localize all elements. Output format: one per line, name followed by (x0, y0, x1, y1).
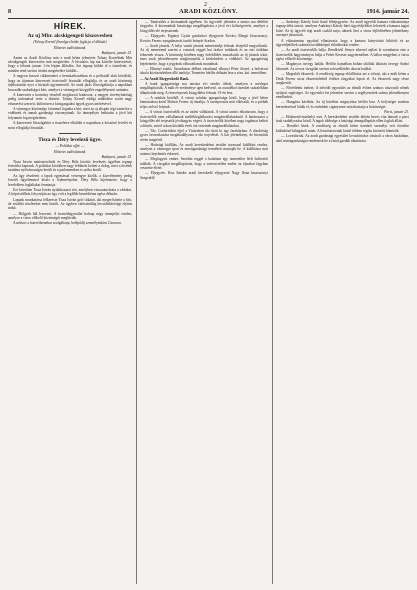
article-paragraph: A kinevezett főszolgabíró a tiszteletre elküldte a napokban a köszönő levelét és most elfoglalja hivatalát. (8, 121, 132, 130)
article-note: Előzetes tudósításunk. (53, 149, 87, 154)
newspaper-title: ARADI KÖZLÖNY. (179, 8, 238, 15)
column-3 (276, 20, 409, 584)
article-paragraph: A nagyon hosszú cikkmenetet a bemutatkozásban és a próbaidő alatt közöltük, hogy az újonnan kinevezett tisztviselő hivatalát elfoglalja, és az aradi közönség tájékoztatást nyer a hivatali ügymenetről. Az aradi járás főszolgabírója a napokban hosszabb szabadságot kért, amelyet a vármegyei közgyűlés engedélyezett számára. (8, 74, 132, 92)
article-paragraph: — Rendőri hírek. A rendőrség az elmúlt héten tizenkét személyt vett őrizetbe különböző kihágások miatt. A letartóztatottak közül többen régóta körözött bűnözők. (276, 124, 409, 133)
article-paragraph: Amint az Aradi Közlöny már e mult héten jelentette Tolnay Kornélnak Már alcsikgengeti kinevezése már megtörtént. A hivatalos lap ma közölte kinevezését, hogy a február januar 1-én lépjen állásába. Azt tegnap küldte el a tíszteletet, és minden rend szerint történt megtételére küldőtt... (8, 55, 132, 73)
article-paragraph: — Aradi járatok. A helyi vasúti járatok menetrendje február elsejétől megváltozik. Az új menetrend szerint a vonatok reggel hat órakor indulnak és az esti órákban érkeznek vissza. A közönség körében nagy érdeklődés mutatkozik az új járatok iránt, mert azok jelentékenyen megkönnyítik a közlekedést a vidékkel. Az igazgatóság bejelentette, hogy a jegyárak változatlanok maradnak. (140, 43, 268, 66)
article-paragraph: — Hódmezővásárhelyi eset. A kereskedelmi testület ülésén heves vita támadt a piaci árak szabályozása körül. A tagok többsége a hatósági ármegállapítás ellen foglalt állást. (276, 114, 409, 124)
separator (59, 133, 81, 134)
column-rule-1 (136, 20, 137, 584)
issue-date: 1914. január 24. (366, 8, 409, 15)
article-paragraph: A választmány egyúttal elhatározta, hogy a kamara könyvtárát kibővíti és az ügyvédjelöltek számára továbbképző előadásokat rendez. (276, 38, 409, 48)
article-paragraph: — Tűz. Csütörtökön éjjel a Vásártéren tűz ütött ki egy faraktárban. A tűzoltóság gyors beavatkozása megakadályozta a tűz terjedését. A kár jelentékeny, de biztosítás révén megtérül. (140, 128, 268, 142)
article-paragraph: — Elhunyt tanító. Szombaton délben váratlanul elhunyt Péter József, a belvárosi iskola köztiszteletben álló tanítója. Temetése hétfőn délután lesz a róm. kat. temetőben. (140, 66, 268, 76)
article-paragraph: Lapunk munkatársa felkereste Tisza István gróf titkárát, aki megerősítette a hírt, de további részleteket nem közölt. Az ügyben valószínűleg becsületbírósági eljárás indul. (8, 197, 132, 211)
article-subheadline: — Politikai affér. — (55, 144, 85, 149)
article-paragraph: — Hatósági kiállítás. Az aradi kereskedelmi testület tavasszal kiállítást rendez, amelyen a vármegye ipari és mezőgazdasági termékeit mutatják be. A kiállításra már számos bejelentés érkezett. (140, 142, 268, 156)
section-heading: HÍREK. (53, 21, 87, 31)
article-paragraph: A műsort a honvédzenekar szolgáltatja; belépődíj személyenkint 2 korona. (13, 221, 122, 226)
article-paragraph: — Magányos özvegy halála. Hétfőn hajnalban holtan találták lakásán özvegy Szabó Jánosnét. Az orvosi vizsgálat szerint szívszélhűdés okozta halálát. (276, 62, 409, 71)
article-headline: — Az Aradi Kiegyezkedő Bank. (140, 76, 190, 81)
article-paragraph: — Tanácsülés a közmunkák ügyében. Az ügyviteli jelentést a tanács ma délelőtt tárgyalta. A közmunkák bizottsága megállapította a jövő évi költségvetést, amelyet a közgyűlés elé terjesztenek. (140, 20, 268, 33)
article-headline: Tisza és Déry levelező ügye. (38, 137, 102, 143)
dateline: Budapest, január 23. (101, 155, 132, 160)
article-paragraph: — A városi tisztviselők és az üzleti vállalatok. A városi tanács elhatározta, hogy a tisztviselők nem vállalhatnak mellékfoglalkozást magánvállalatoknál. A határozatot a közgyűlés elé terjesztik jóváhagyás végett. A tisztviselők körében nagy izgalmat keltett a döntés, mivel sokan közülük évek óta vezetnek magánvállalatokat. (140, 110, 268, 128)
article-paragraph: — Andrányi Károly báró fiatal főbejegyzése. Az aradi ügyvédi kamara választmánya tegnap ülést tartott, amelyen Andrányi Károly báró ügyvédjelöltet felvették a kamara tagjai közé. Az új ügyvéd régi aradi család sarja, akinek ősei a város fejlődésében jelentékeny szerepet játszottak. (276, 20, 409, 38)
column-1 (8, 20, 132, 584)
article-paragraph: A vármegye közönsége örömmel fogadta a hírt, mert az uj alispán régi ismerőse a vidéknek és annak gazdasági viszonyainak. Az ünnepélyes beiktatás a jövő hét folyamán fog megtörténni. (8, 106, 132, 120)
article-paragraph: A bank igazgatósága ma tartotta évi rendes ülését, amelyen a mérleget megállapították. A múlt év eredménye igen kedvező, az osztalékot tizenkét százalékban állapították meg. A részvényesek közgyűlése február 15-én lesz. (140, 81, 268, 95)
article-paragraph: — Eljegyzés. Kiss Sándor aradi kereskedő eljegyezte Nagy Ilona kisasszonyt Szegedről. (140, 171, 268, 180)
dateline: Paris, január 23. (384, 110, 409, 115)
column-rule-2 (272, 20, 273, 584)
article-headline: Az uj Mbr. alcskigengeti kiszovesben (27, 33, 113, 39)
article-paragraph: — Eljegyzés. Ergányi Gyula gazdatiszt eljegyezte Kovács Margit kisasszonyt, Kovács Ferenc nyugalmazott tanító leányát Aradon. (140, 34, 268, 43)
article-paragraph: Az ügy részleteit a lapok egymással versengve közlik, a közvélemény pedig feszült figyelemmel kíséri a fejleményeket. Déry Béla kijelentette, hogy a levelekben foglaltakat fenntartja. (8, 173, 132, 187)
article-note: Előzetes tudósításunk. (53, 45, 87, 50)
article-paragraph: — Megtalált ékszerek. A rendőrség tegnap előállította azt a tolvajt, aki a múlt héten a Deák Ferenc utcai ékszerüzletből értékes tárgyakat lopott el. Az ékszerek nagy része megkerült. (276, 72, 409, 86)
article-paragraph: — Hölgyek bál leszvent. A honvédegyesület holnap nagy ünnepélyt rendez, amelyre a város előkelő közönségét meghívták. (8, 211, 132, 221)
masthead (8, 6, 409, 19)
article-paragraph: — Megfagyott ember. Szerdán reggel a határban egy ismeretlen férfi holttestét találták. A vizsgálat megállapította, hogy a szerencsétlen ember az éjszakai fagyban vesztette életét. (140, 157, 268, 171)
article-paragraph: Ezt követően Tisza István nyilatkozatot tett, amelyben visszautasította a vádakat. A képviselőház folyosóján az ügy volt a legfőbb beszédtéma egész délután. (8, 187, 132, 197)
page-number: 8 (8, 8, 12, 15)
article-paragraph: — Lovasbirtok. Az aradi gazdasági egyesület lovasbirtokot vásárolt a város határában, ahol mintagazdaságot rendeznek be a fiatal gazdák oktatására. (276, 134, 409, 143)
article-paragraph: — A színház köréből. A városi színház igazgatósága közli, hogy a jövő héten bemutatásra kerül Molnár Ferenc új darabja. A szereposztás már elkészült, és a próbák teljes erővel folynak. (140, 96, 268, 109)
article-paragraph: Tisza István miniszterelnök és Déry Béla közötti levelezés ügyében tegnap értesítést kaptunk. A politikai körökben nagy feltűnést keltett a dolog, mert a levelek tartalma nyilvánosságra került és a parlamentben is szóba került. (8, 159, 132, 173)
article-paragraph: — Az aradi tisztviselők bálja. Rendkívül fényes sikerrel zajlott le szombaton este a tisztviselők hagyományos bálja a Fehér Kereszt nagytermében. A bálon megjelent a város egész előkelő közönsége. (276, 48, 409, 62)
column-mark: 2 (204, 2, 207, 8)
article-paragraph: — Nővédelmi intézet. A nővédő egyesület az elmúlt évben számos rászoruló nőnek nyújtott segítséget. Az egyesület évi jelentése szerint a segélyezettek száma jelentékenyen emelkedett. (276, 86, 409, 100)
column-2 (140, 20, 268, 584)
article-paragraph: — Hungária kávéház. Az új kávéház megnyitása hétfőn lesz. A helyiséget modern berendezéssel látták el, és esténként cigányzene szórakoztatja a közönséget. (276, 100, 409, 109)
article-subheadline: (Tolnay Kornél főszolga elnöke fogla,ja el állását) (33, 40, 107, 45)
article-paragraph: A kinevezés a kormány részéről meghozott határozat, a megyei törvényhatóság pedig tudomásul vette a döntést. Tolnay Kornél eddigi működése során nagy elismerést szerzett, különösen a közigazgatási ügyek gyors intézésével. (8, 92, 132, 106)
dateline: Budapest, január 23. (101, 51, 132, 56)
